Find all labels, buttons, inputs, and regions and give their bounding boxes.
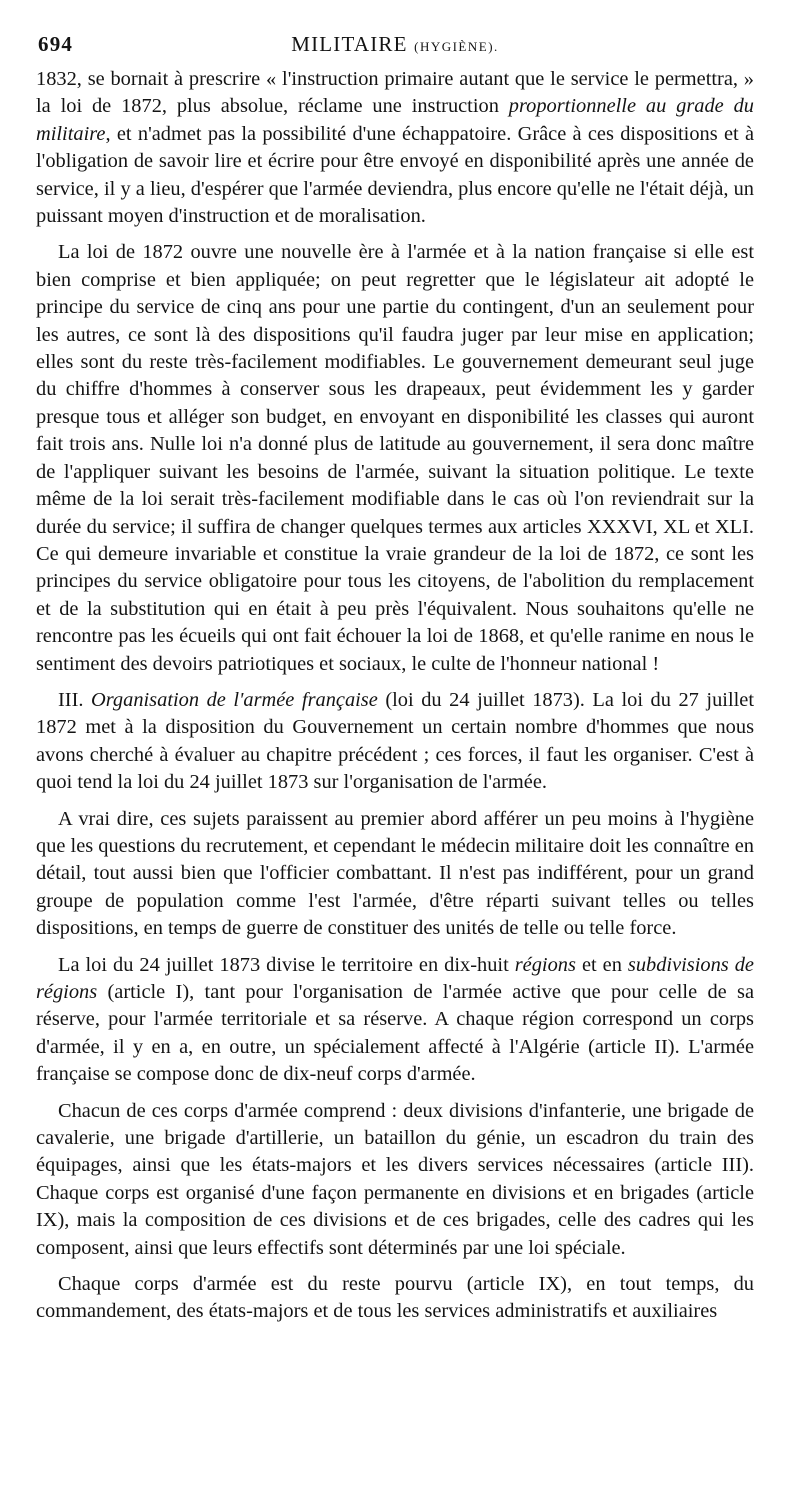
page-header [36, 26, 754, 66]
text-run: Chacun de ces corps d'armée comprend : deux divisions d'infanterie, une brigade de cavalerie, une brigade d'artillerie, un bataillon du génie, un escadron du train des équipages, ainsi que les états-majors et les divers services nécessaires (article III). Chaque corps est organisé d'une façon permanente en divisions et en brigades (article IX), mais la composition de ces divisions et de ces brigades, celle des cadres qui les composent, ainsi que leurs effectifs sont déterminés par une loi spéciale. [36, 1099, 754, 1259]
text-run: et en [575, 953, 628, 976]
paragraph-p5 [36, 952, 754, 1089]
page-number: 694 [38, 32, 74, 56]
text-run: La loi de 1872 ouvre une nouvelle ère à l'armée et à la nation française si elle est bien comprise et bien appliquée; on peut regretter que le législateur ait adopté le principe du service de cinq ans pour une partie du contingent, d'un an seulement pour les autres, ce sont là des dispositions qu'il faudra juger par leur mise en application; elles sont du reste très-facilement modifiables. Le gouvernement demeurant seul juge du chiffre d'hommes à conserver sous les drapeaux, peut évidemment les y garder presque tous et alléger son budget, en envoyant en disponibilité les classes qui auront fait trois ans. Nulle loi n'a donné plus de latitude au gouvernement, il sera donc maître de l'appliquer suivant les besoins de l'armée, suivant la situation politique. Le texte même de la loi serait très-facilement modifiable dans le cas où l'on reviendrait sur la durée du service; il suffira de changer quelques termes aux articles XXXVI, XL et XLI. Ce qui demeure invariable et constitue la vraie grandeur de la loi de 1872, ce sont les principes du service obligatoire pour tous les citoyens, de l'abolition du remplacement et de la substitution qui en était à peu près l'équivalent. Nous souhaitons qu'elle ne rencontre pas les écueils qui ont fait échouer la loi de 1868, et qu'elle ranime en nous le sentiment des devoirs patriotiques et sociaux, le culte de l'honneur national ! [36, 241, 754, 675]
running-title-subtitle: (HYGIÈNE). [414, 39, 499, 54]
paragraph-p4 [36, 806, 754, 943]
italic-text: subdivisions de régions [36, 953, 754, 1003]
italic-text: régions [514, 953, 576, 976]
running-title-main: MILITAIRE [291, 32, 408, 56]
paragraph-p7 [36, 1271, 754, 1326]
text-run: La loi du 24 juillet 1873 divise le territoire en dix-huit [58, 953, 515, 976]
text-run: III. [58, 688, 92, 711]
text-run: , et n'admet pas la possibilité d'une échappatoire. Grâce à ces dispositions et à l'obligation de savoir lire et écrire pour être envoyé en disponibilité après une année de service, il y a lieu, d'espérer que l'armée deviendra, plus encore qu'elle ne l'était déjà, un puissant moyen d'instruction et de moralisation. [36, 122, 754, 228]
running-title [36, 32, 754, 57]
text-run: (loi du 24 juillet 1873). La loi du 27 juillet 1872 met à la disposition du Gouvernement un certain nombre d'hommes que nous avons cherché à évaluer au chapitre précédent ; ces forces, il faut les organiser. C'est à quoi tend la loi du 24 juillet 1873 sur l'organisation de l'armée. [36, 688, 754, 794]
italic-text: proportionnelle au grade du militaire [36, 95, 754, 145]
text-run: A vrai dire, ces sujets paraissent au premier abord afférer un peu moins à l'hygiène que les questions du recrutement, et cependant le médecin militaire doit les connaître en détail, tout aussi bien que l'officier combattant. Il n'est pas indifférent, pour un grand groupe de population comme l'est l'armée, d'être réparti suivant telles ou telles dispositions, en temps de guerre de constituer des unités de telle ou telle force. [36, 807, 754, 940]
paragraph-p2 [36, 239, 754, 678]
text-run: Chaque corps d'armée est du reste pourvu (article IX), en tout temps, du commandement, des états-majors et de tous les services administratifs et auxiliaires [36, 1273, 754, 1323]
text-run: 1832, se bornait à prescrire « l'instruction primaire autant que le service le permettra, » la loi de 1872, plus absolue, réclame une instruction [36, 68, 754, 118]
paragraph-p3 [36, 687, 754, 797]
paragraph-p1 [36, 66, 754, 230]
paragraph-p6 [36, 1098, 754, 1262]
text-run: (article I), tant pour l'organisation de l'armée active que pour celle de sa réserve, pour l'armée territoriale et sa réserve. A chaque région correspond un corps d'armée, il y en a, en outre, un spécialement affecté à l'Algérie (article II). L'armée française se compose donc de dix-neuf corps d'armée. [36, 981, 754, 1086]
body-text [36, 66, 754, 1326]
italic-text: Organisation de l'armée française [91, 688, 378, 711]
